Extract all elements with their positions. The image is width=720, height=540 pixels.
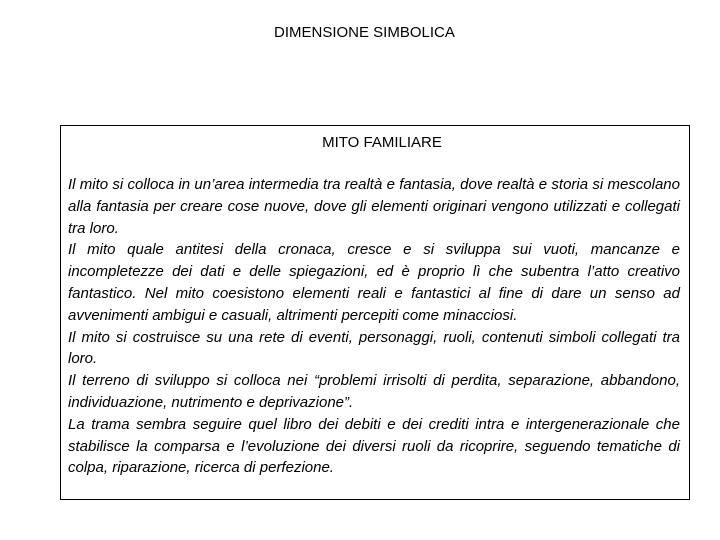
- box-body: [68, 174, 680, 479]
- page-title: DIMENSIONE SIMBOLICA: [274, 24, 455, 41]
- paragraph: Il mito si colloca in un’area intermedia tra realtà e fantasia, dove realtà e storia si mescolano alla fantasia per creare cose nuove, dove gli elementi originari vengono utilizzati e collegati tra loro.: [68, 176, 680, 237]
- paragraph: Il mito si costruisce su una rete di eventi, personaggi, ruoli, contenuti simboli collegati tra loro.: [68, 328, 680, 368]
- paragraph: Il mito quale antitesi della cronaca, cresce e si sviluppa sui vuoti, mancanze e incompletezze dei dati e delle spiegazioni, ed è proprio lì che subentra l’atto creativo fantastico. Nel mito coesistono elementi reali e fantastici al fine di dare un senso ad avvenimenti ambigui e casuali, altrimenti percepiti come minacciosi.: [68, 241, 680, 324]
- box-title: MITO FAMILIARE: [322, 134, 442, 151]
- mito-familiare-box: [60, 125, 690, 500]
- paragraph: La trama sembra seguire quel libro dei debiti e dei crediti intra e intergenerazionale che stabilisce la comparsa e l’evoluzione dei diversi ruoli da ricoprire, seguendo tematiche di colpa, riparazione, ricerca di perfezione.: [68, 415, 680, 477]
- paragraph: Il terreno di sviluppo si colloca nei “problemi irrisolti di perdita, separazione, abbandono, individuazione, nutrimento e deprivazione”.: [68, 372, 680, 411]
